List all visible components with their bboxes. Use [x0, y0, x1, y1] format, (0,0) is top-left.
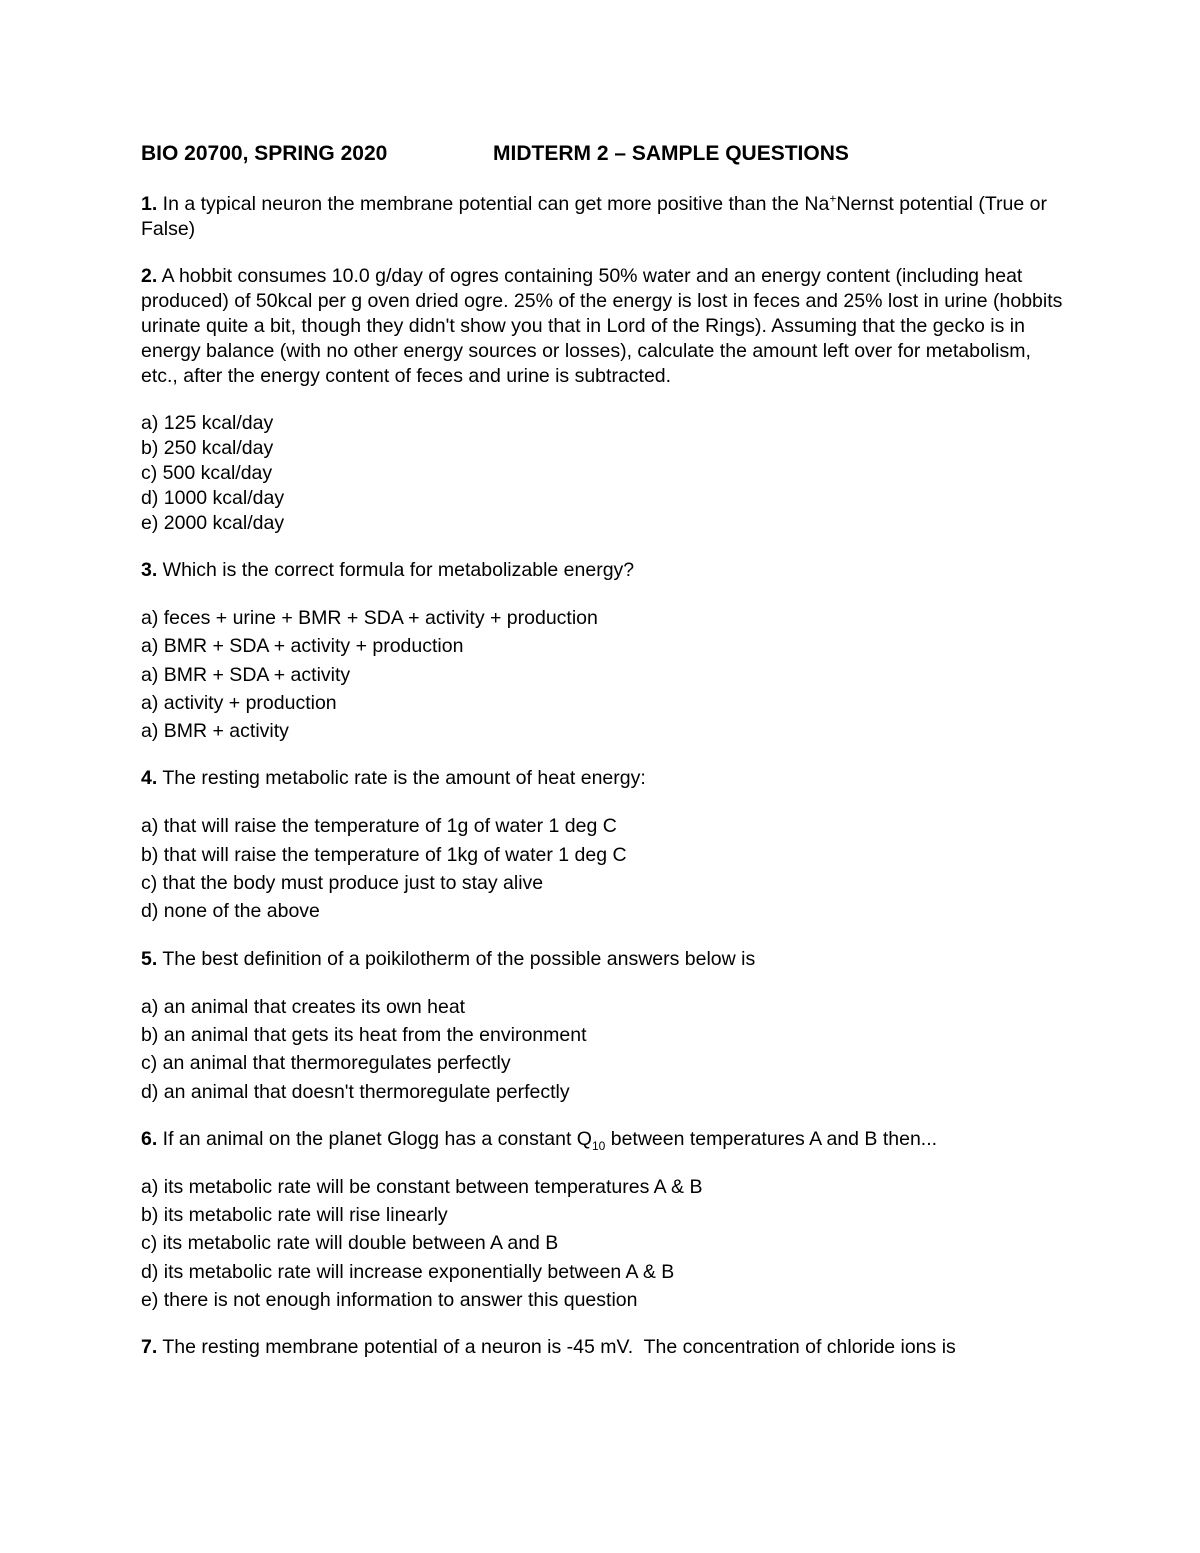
answer-option: b) its metabolic rate will rise linearly: [141, 1204, 448, 1227]
question-7: [141, 1335, 1066, 1360]
answer-option: a) feces + urine + BMR + SDA + activity + production: [141, 607, 598, 629]
question-number: 6.: [141, 1127, 158, 1150]
superscript: +: [829, 191, 837, 206]
question-5: [141, 947, 1066, 972]
answer-option: b) that will raise the temperature of 1kg of water 1 deg C: [141, 843, 627, 866]
question-number: 1.: [141, 193, 158, 215]
question-number: 7.: [141, 1336, 158, 1359]
answer-option: d) 1000 kcal/day: [141, 487, 285, 509]
question-1: [141, 192, 1066, 242]
answer-option: c) that the body must produce just to stay alive: [141, 872, 544, 895]
question-6: [141, 1127, 1066, 1152]
subscript: 10: [591, 1138, 606, 1153]
answer-option: c) an animal that thermoregulates perfectly: [141, 1052, 511, 1075]
answer-option: a) 125 kcal/day: [141, 412, 274, 434]
answer-options: [141, 604, 1066, 745]
answer-option: a) its metabolic rate will be constant between temperatures A & B: [141, 1175, 703, 1198]
question-text: In a typical neuron the membrane potential can get more positive than the Na: [157, 193, 830, 215]
answer-option: c) its metabolic rate will double between A and B: [141, 1232, 559, 1255]
answer-option: d) its metabolic rate will increase exponentially between A & B: [141, 1260, 675, 1283]
answer-options: [141, 1173, 1066, 1314]
question-text: Which is the correct formula for metabolizable energy?: [157, 559, 635, 581]
answer-options: [141, 411, 1066, 536]
question-text: A hobbit consumes 10.0 g/day of ogres containing 50% water and an energy content (including heat produced) of 50kcal per g oven dried ogre. 25% of the energy is lost in feces and 25% lost in urine (hobbits urinate quite a bit, though they didn't show you that in Lord of the Rings). Assuming that the gecko is in energy balance (with no other energy sources or losses), calculate the amount left over for metabolism, etc., after the energy content of feces and urine is subtracted.: [141, 265, 1063, 387]
question-text: If an animal on the planet Glogg has a constant Q: [157, 1127, 592, 1150]
question-3: [141, 558, 1066, 583]
answer-option: b) an animal that gets its heat from the environment: [141, 1023, 587, 1046]
question-text: The best definition of a poikilotherm of the possible answers below is: [157, 947, 756, 970]
question-number: 2.: [141, 265, 158, 287]
answer-options: [141, 993, 1066, 1106]
exam-title: MIDTERM 2 – SAMPLE QUESTIONS: [493, 142, 849, 165]
question-text: The resting membrane potential of a neuron is -45 mV. The concentration of chloride ions is: [157, 1336, 956, 1359]
course-title: BIO 20700, SPRING 2020: [141, 142, 388, 165]
question-4: [141, 766, 1066, 791]
answer-option: e) 2000 kcal/day: [141, 512, 285, 534]
answer-option: c) 500 kcal/day: [141, 462, 273, 484]
answer-option: a) BMR + activity: [141, 720, 289, 743]
question-number: 4.: [141, 767, 158, 790]
question-text: The resting metabolic rate is the amount of heat energy:: [157, 767, 646, 790]
answer-option: a) activity + production: [141, 691, 337, 714]
question-text: Nernst potential (True or False): [141, 193, 1047, 240]
question-2: [141, 264, 1066, 389]
question-number: 3.: [141, 559, 158, 581]
page-header: [141, 142, 849, 166]
question-list: [141, 192, 1066, 1360]
answer-option: a) BMR + SDA + activity + production: [141, 635, 464, 658]
answer-option: a) that will raise the temperature of 1g of water 1 deg C: [141, 815, 617, 838]
answer-option: a) BMR + SDA + activity: [141, 663, 351, 686]
question-text: between temperatures A and B then...: [605, 1127, 938, 1150]
answer-option: d) an animal that doesn't thermoregulate perfectly: [141, 1080, 570, 1103]
answer-option: a) an animal that creates its own heat: [141, 995, 466, 1018]
question-number: 5.: [141, 947, 158, 970]
answer-options: [141, 812, 1066, 925]
answer-option: e) there is not enough information to answer this question: [141, 1289, 638, 1312]
answer-option: b) 250 kcal/day: [141, 437, 274, 459]
answer-option: d) none of the above: [141, 900, 320, 923]
